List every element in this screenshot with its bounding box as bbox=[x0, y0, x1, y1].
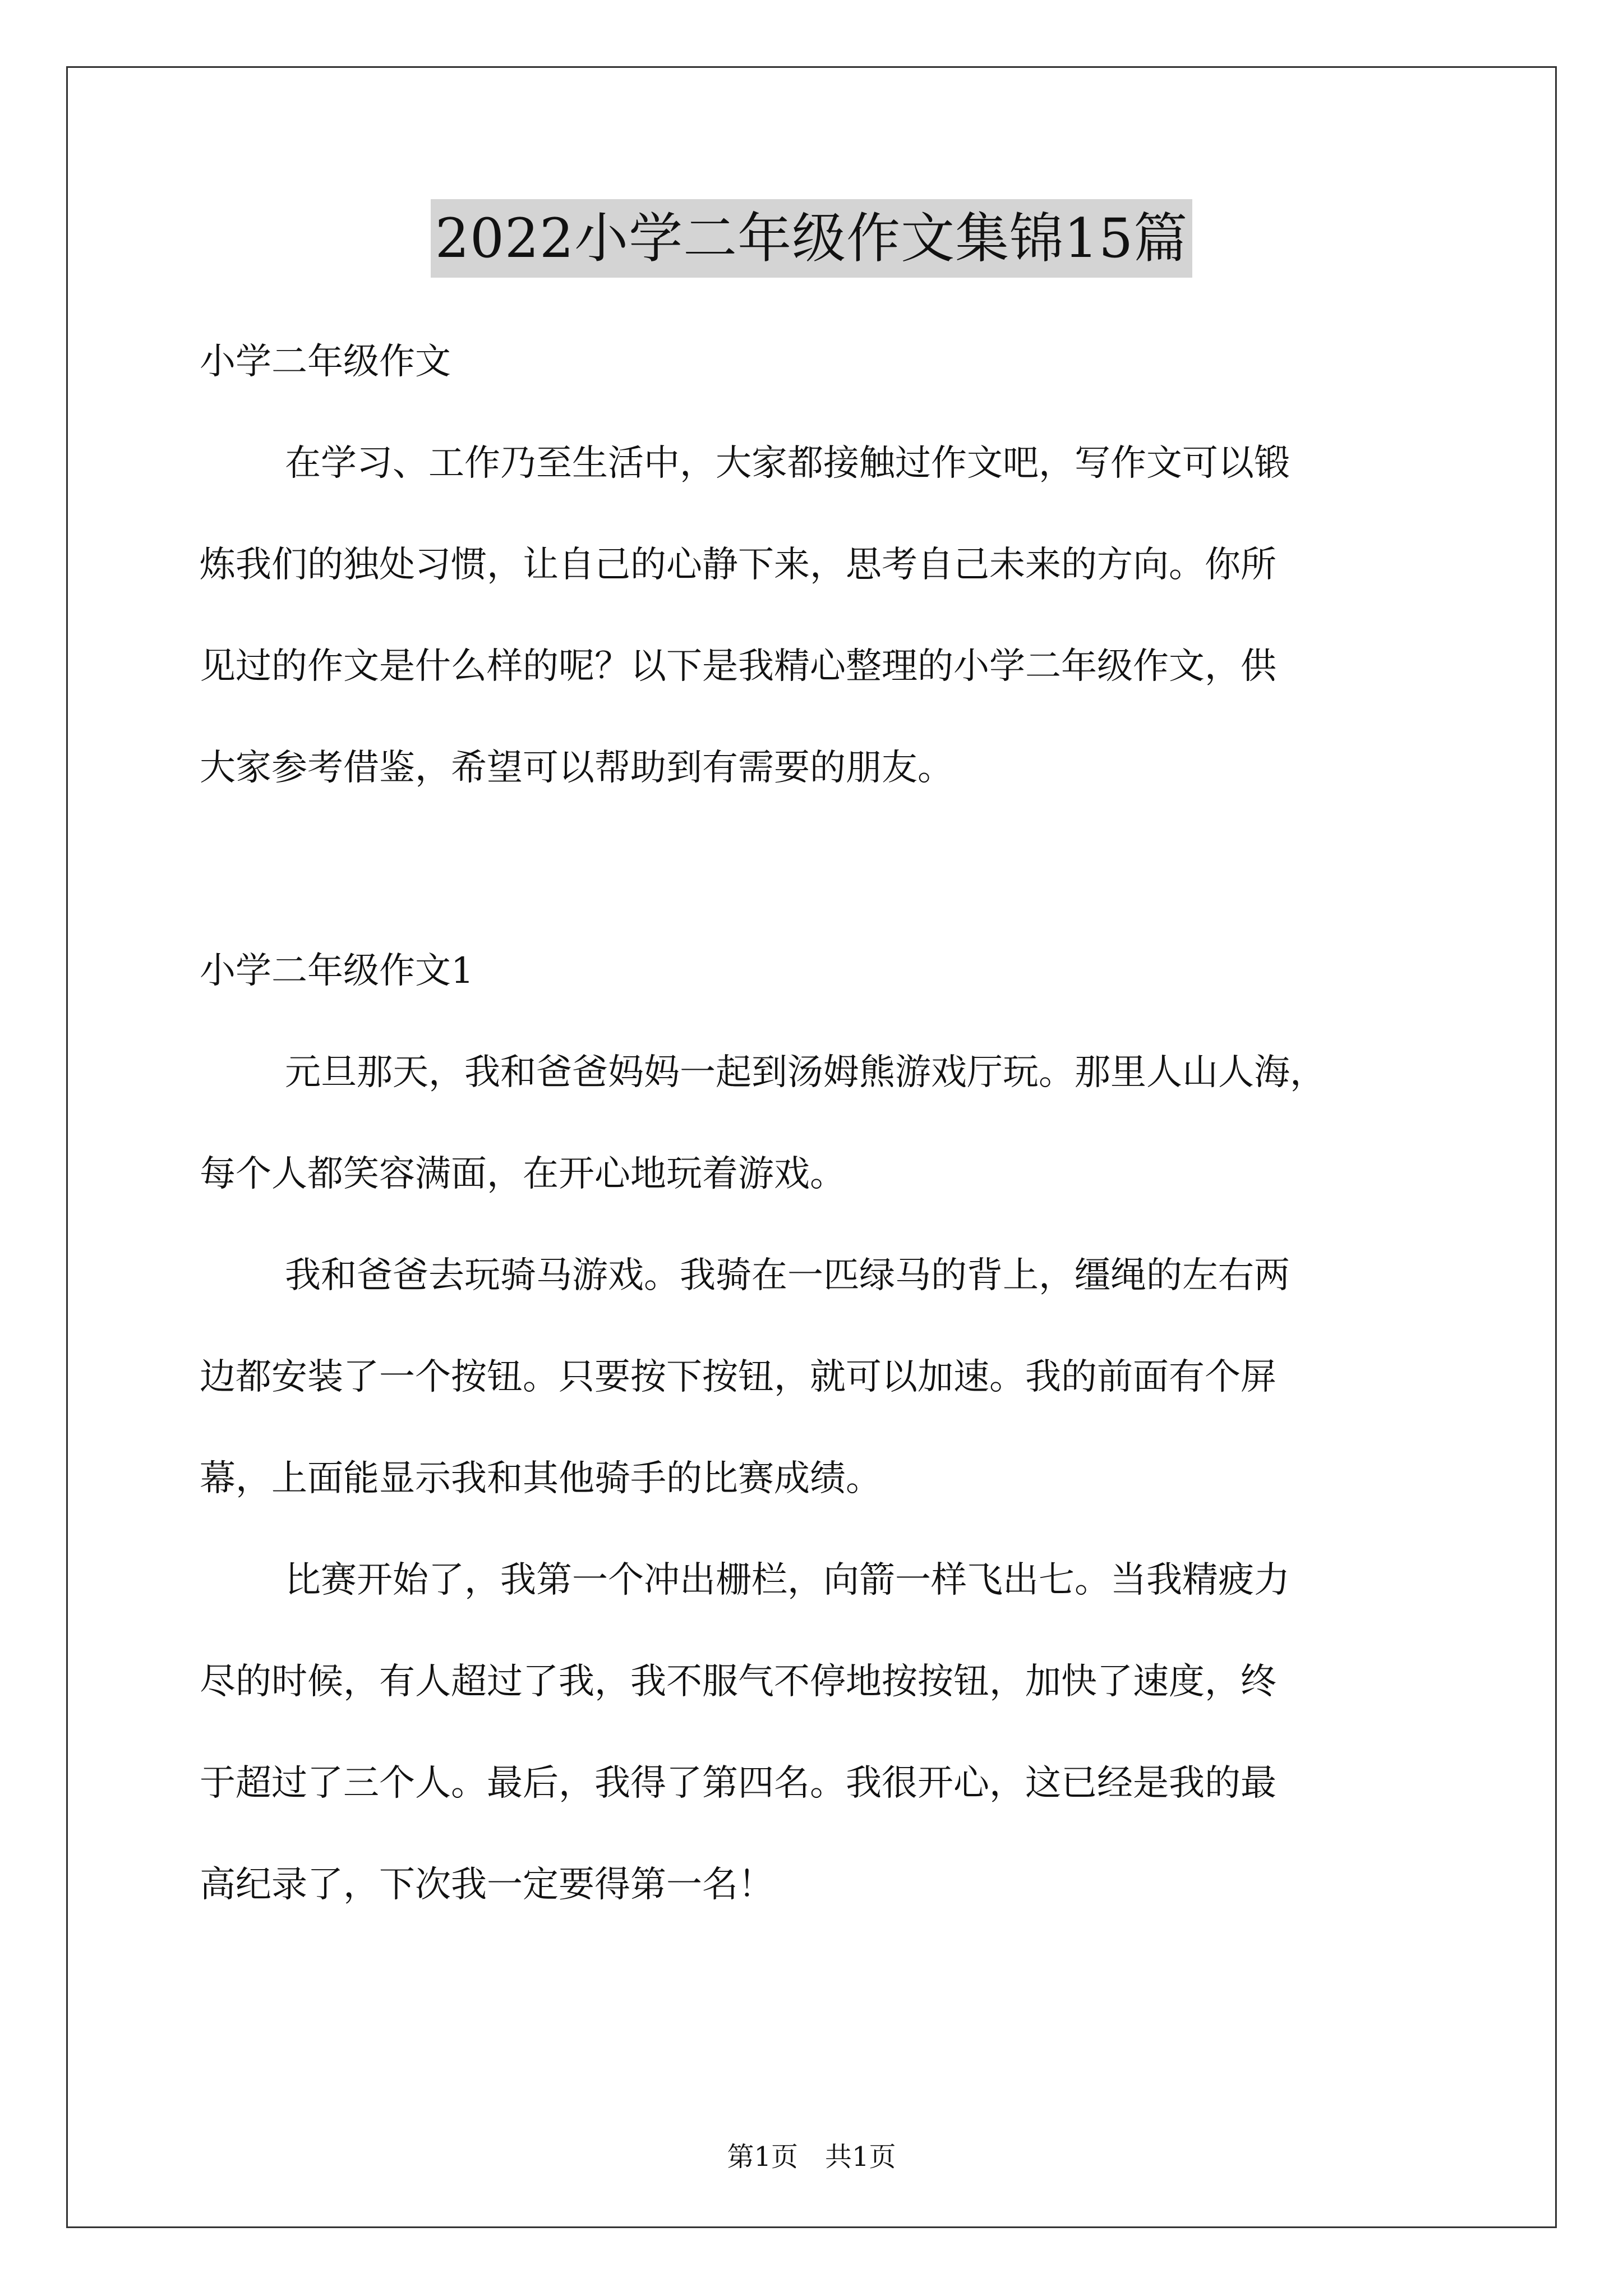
page-footer bbox=[0, 2140, 1623, 2174]
paragraph-line: 高纪录了，下次我一定要得第一名！ bbox=[200, 1864, 774, 1906]
paragraph-line: 在学习、工作乃至生活中，大家都接触过作文吧，写作文可以锻 bbox=[285, 443, 1290, 484]
paragraph-line: 大家参考借鉴，希望可以帮助到有需要的朋友。 bbox=[200, 747, 953, 789]
paragraph-line: 见过的作文是什么样的呢？以下是我精心整理的小学二年级作文，供 bbox=[200, 646, 1276, 687]
section-gap bbox=[200, 819, 1442, 921]
page-total: 共1页 bbox=[825, 2141, 896, 2173]
essay-heading: 小学二年级作文1 bbox=[200, 950, 474, 992]
document-body bbox=[200, 311, 1442, 1936]
paragraph-line: 边都安装了一个按钮。只要按下按钮，就可以加速。我的前面有个屏 bbox=[200, 1356, 1276, 1398]
paragraph-line: 炼我们的独处习惯，让自己的心静下来，思考自己未来的方向。你所 bbox=[200, 544, 1276, 586]
paragraph-line: 元旦那天，我和爸爸妈妈一起到汤姆熊游戏厅玩。那里人山人海， bbox=[285, 1052, 1326, 1093]
title-wrap bbox=[0, 199, 1623, 278]
paragraph-line: 每个人都笑容满面，在开心地玩着游戏。 bbox=[200, 1153, 846, 1195]
essay-paragraph bbox=[200, 1022, 1442, 1225]
paragraph-line: 于超过了三个人。最后，我得了第四名。我很开心，这已经是我的最 bbox=[200, 1763, 1276, 1804]
intro-paragraph bbox=[200, 413, 1442, 819]
document-title: 2022小学二年级作文集锦15篇 bbox=[431, 199, 1192, 278]
paragraph-line: 尽的时候，有人超过了我，我不服气不停地按按钮，加快了速度，终 bbox=[200, 1661, 1276, 1703]
paragraph-line: 幕，上面能显示我和其他骑手的比赛成绩。 bbox=[200, 1458, 882, 1499]
paragraph-line: 比赛开始了，我第一个冲出栅栏，向箭一样飞出七。当我精疲力 bbox=[285, 1559, 1290, 1601]
essay-paragraph bbox=[200, 1530, 1442, 1936]
intro-heading: 小学二年级作文 bbox=[200, 341, 451, 383]
essay-paragraph bbox=[200, 1225, 1442, 1530]
paragraph-line: 我和爸爸去玩骑马游戏。我骑在一匹绿马的背上，缰绳的左右两 bbox=[285, 1255, 1290, 1296]
page-number: 第1页 bbox=[727, 2141, 798, 2173]
